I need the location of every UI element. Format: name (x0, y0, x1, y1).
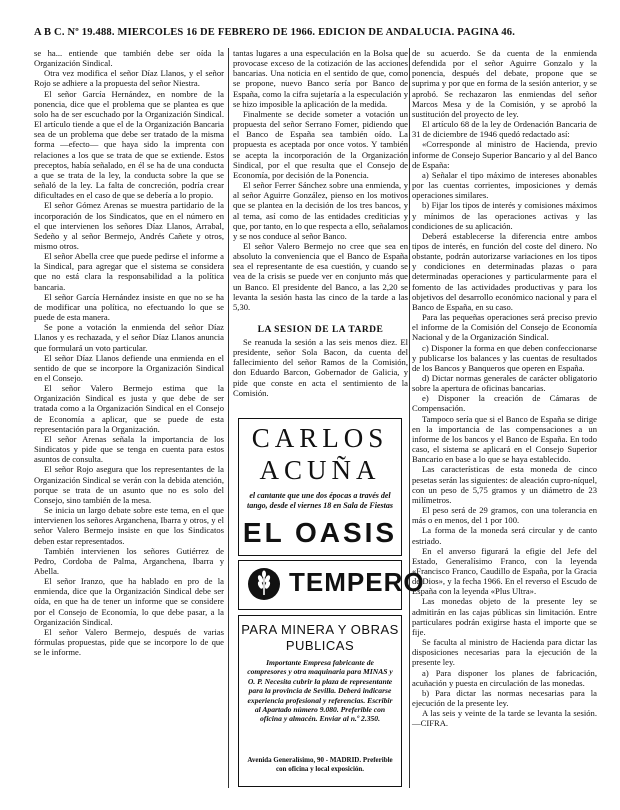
paragraph: El señor Valero Bermejo estima que la Organización Sindical es justa y que debe de ser tratada como a la Organización Sindical en el Consejo de Economía a aplicar, que se puede de esta representación para la Organización. (34, 383, 224, 434)
ad-minera-obras-publicas (238, 615, 402, 787)
ad-brand-name: TEMPERO (289, 567, 425, 597)
paragraph: Se faculta al ministro de Hacienda para dictar las disposiciones necesarias para la ejecución de la presente ley. (412, 637, 597, 668)
paragraph: Tampoco sería que si el Banco de España se dirige en la importancia de las compensaciones a un informe de los bancos y el Banco de España. En todo caso, el sistema se aplicará en el Consejo Superior Bancario en base a lo que se haya establecido. (412, 413, 597, 465)
paragraph: El señor Valero Bermejo no cree que sea en absoluto la conveniencia que el Banco de España sea el representante de esa cuestión, y cuando se vea de la crisis se puede ver en conjunto más que un Banco. El presidente del Banco, a las 2,20 se levanta la sesión hasta las cinco de la tarde a las 5,30. (233, 240, 408, 312)
column-divider (409, 48, 410, 788)
paragraph: La forma de la moneda será circular y de canto estriado. (412, 525, 597, 546)
column-1 (34, 48, 224, 788)
ad-body: Importante Empresa fabricante de compresores y otra maquinaria para MINAS y O. P. Necesita cubrir la plaza de representante para la provincia de Sevilla. Deberá indicarse experiencia profesional y referencias. Escribir al Apartado número 9.080. Preferible con oficina y almacén. Enviar al n.º 2.350. (247, 658, 393, 724)
section-title: LA SESION DE LA TARDE (257, 325, 384, 335)
paragraph: Se pone a votación la enmienda del señor Díaz Llanos y es rechazada, y el señor Díaz Llanos anuncia que formulará un voto particular. (34, 322, 224, 353)
wheat-icon (247, 567, 281, 601)
paragraph: El peso será de 29 gramos, con una tolerancia en más o en menos, del 1 por 100. (412, 505, 597, 526)
ad-title: PARA MINERA Y OBRAS PUBLICAS (241, 622, 399, 653)
paragraph: e) Disponer la creación de Cámaras de Compensación. (412, 393, 597, 414)
paragraph: El señor García Hernández, en nombre de la ponencia, dice que el problema que se plantea es que solo ha de ser escuchado por la Organización Sindical. El artículo tiende a que el de la Organización Bancaria sea de un problema que debe ser tratado de la misma forma —efecto— que haya sido la imprenta con relaciones a los que se trata de que se extiende. Estos preceptos, había señalado, en él se ha de una conducta a que se trata de la ley, la conducta sobre la que se señaló de la ley. La falta de concreción, podría crear dificultades en el caso de que se debería a lo propio. (34, 88, 224, 201)
ad-venue: EL OASIS (242, 517, 398, 548)
paragraph: tantas lugares a una especulación en la Bolsa que provocase exceso de la cotización de las acciones bancarias. Una noticia en el sentido de que, como se propone, nuevo Banco sería por Banco de España, como la cifra sujetaría a la especulación y se hizo imposible la aplicación de la medida. (233, 48, 408, 109)
ad-el-oasis (238, 418, 402, 556)
paragraph: El señor Abella cree que puede pedirse el informe a la Sindical, para agregar que el sistema se considera que no está clara la responsabilidad a la política bancaria. (34, 251, 224, 292)
paragraph: Se reanuda la sesión a las seis menos diez. El presidente, señor Sola Bacon, da cuenta del fallecimiento del señor Ramos de la Comisión, don Eduardo Barcon, Gobernador de Galicia, y pide que conste en acta el sentimiento de la Comisión. (233, 337, 408, 398)
paragraph: de su acuerdo. Se da cuenta de la enmienda defendida por el señor Aguirre Gonzalo y la ponencia, después del debate, propone que se suprima y por que en forma de la sesión anterior, y se aprobó. Se rechazaron las enmiendas del señor Marcos Mesa y de la Comisión, y se aprobó la sustitución del proyecto de ley. (412, 48, 597, 119)
paragraph: El señor García Hernández insiste en que no se ha de modificar una política, no efectuando lo que se puede de esta manera. (34, 291, 224, 323)
paragraph: El señor Rojo asegura que los representantes de la Organización Sindical se verán con la debida atención, porque se trata de un asunto que no es solo del Consejo, sino también de la mesa. (34, 464, 224, 505)
paragraph: Finalmente se decide someter a votación un propuesta del señor Serrano Fomer, pidiendo que el Banco de España sea también oído. La propuesta es aceptada por once votos. Y también se acepta la incorporación de la Organización Sindical, por el que resulta que el Consejo de Economía, por decisión de la Ponencia. (233, 108, 408, 180)
page-header: A B C. Nº 19.488. MIERCOLES 16 DE FEBRERO DE 1966. EDICION DE ANDALUCIA. PAGINA 46. (34, 27, 516, 38)
paragraph: El señor Gómez Arenas se muestra partidario de la incorporación de los Sindicatos, que en el número en el que intervienen los señores Díaz Llanos, Arrabal, Sedeño y al señor Bermejo, Andrés Cañete y otros, mismo otros. (34, 200, 224, 251)
paragraph: Las monedas objeto de la presente ley se admitirán en las cajas públicas sin limitación. Entre particulares podrán exigirse hasta el importe que se fije. (412, 596, 597, 637)
column-2 (233, 48, 408, 312)
paragraph: El señor Arenas señala la importancia de los Sindicatos y pide que se tenga en cuenta para estos asuntos de consulta. (34, 433, 224, 465)
paragraph: b) Fijar los tipos de interés y comisiones máximos y mínimos de las operaciones activas y las condiciones de su aplicación. (412, 200, 597, 231)
paragraph: b) Para dictar las normas necesarias para la ejecución de la presente ley. (412, 687, 597, 708)
ad-tagline: el cantante que une dos épocas a través del tango, desde el viernes 18 en Sala de Fiestas (247, 491, 393, 510)
column-2-afternoon (233, 337, 408, 417)
paragraph: d) Dictar normas generales de carácter obligatorio sobre la apertura de oficinas bancarias. (412, 373, 597, 394)
paragraph: El señor Iranzo, que ha hablado en pro de la enmienda, dice que la Organización Sindical debe ser oída, en que ha de tener un informe que se considere por el Consejo de Economía, lo que debe pasar, a la Organización Sindical. (34, 576, 224, 627)
ad-address: Avenida Generalísimo, 90 - MADRID. Preferible con oficina y local exposición. (247, 756, 393, 773)
ad-tempero (238, 560, 425, 610)
ad-line-acuna: ACUÑA (259, 455, 381, 485)
paragraph: Las características de esta moneda de cinco pesetas serán las siguientes: de aleación cupro-níquel, con un peso de 5,75 gramos y un diámetro de 23 milímetros. (412, 464, 597, 505)
column-divider (228, 48, 229, 788)
ad-line-carlos: CARLOS (251, 423, 389, 453)
paragraph: a) Para disponer los planes de fabricación, acuñación y puesta en circulación de las monedas. (412, 667, 597, 688)
paragraph: También intervienen los señores Gutiérrez de Pedro, Cordoba de Palma, Arganchena, Ibarra y Abella. (34, 545, 224, 576)
paragraph: Se inicia un largo debate sobre este tema, en el que intervienen los señores Arganchena, Ibarra y otros, y el señor Valero Bermejo insiste en que los Sindicatos deben estar representados. (34, 505, 224, 546)
column-3 (412, 48, 597, 788)
paragraph: Para las pequeñas operaciones será preciso previo el informe de la Comisión del Consejo de Economía Nacional y de la Organización Sindical. (412, 312, 597, 343)
paragraph: En el anverso figurará la efigie del Jefe del Estado, Generalísimo Franco, con la leyenda «Francisco Franco, Caudillo de España, por la Gracia de Dios», y la fecha 1966. En el reverso el Escudo de España con la leyenda «Plus Ultra». (412, 545, 597, 597)
paragraph: A las seis y veinte de la tarde se levanta la sesión.—CIFRA. (412, 708, 597, 729)
paragraph: «Corresponde al ministro de Hacienda, previo informe de Consejo Superior Bancario y al del Banco de España: (412, 139, 597, 170)
paragraph: c) Disponer la forma en que deben confeccionarse y publicarse los balances y las cuentas de resultados de los Bancos y Banqueros que operen en España. (412, 342, 597, 373)
paragraph: El señor Valero Bermejo, después de varias fórmulas propuestas, pide que se incorpore lo de que se le informe. (34, 626, 224, 658)
paragraph: Deberá establecerse la diferencia entre ambos tipos de interés, en función del coste del dinero. No obstante, podrán autorizarse variaciones en los tipos y condiciones en determinadas plazas o para determinadas operaciones y particularmente para el fomento de las actividades productivas y para los objetivos del desarrollo económico nacional y para el Banco de España, en su caso. (412, 230, 597, 312)
paragraph: a) Señalar el tipo máximo de intereses abonables por las cuentas corrientes, imposiciones y demás operaciones similares. (412, 169, 597, 201)
paragraph: se ha... entiende que también debe ser oída la Organización Sindical. (34, 48, 224, 69)
paragraph: El artículo 68 de la ley de Ordenación Bancaria de 31 de diciembre de 1946 quedó redactado así: (412, 119, 597, 140)
paragraph: Otra vez modifica el señor Díaz Llanos, y el señor Rojo se adhiere a la propuesta del señor Niestra. (34, 68, 224, 89)
paragraph: El señor Ferrer Sánchez sobre una enmienda, y al señor Aguirre González, pienso en los motivos que se plantea en la decisión de los tres bancos, y al tema, así como de las entidades crediticias y que, por tanto, en lo que respecta a ello, señalamos y se nos conduce al señor Banco. (233, 180, 408, 241)
paragraph: El señor Díaz Llanos defiende una enmienda en el sentido de que se incorpore la Organización Sindical en el Consejo. (34, 352, 224, 383)
